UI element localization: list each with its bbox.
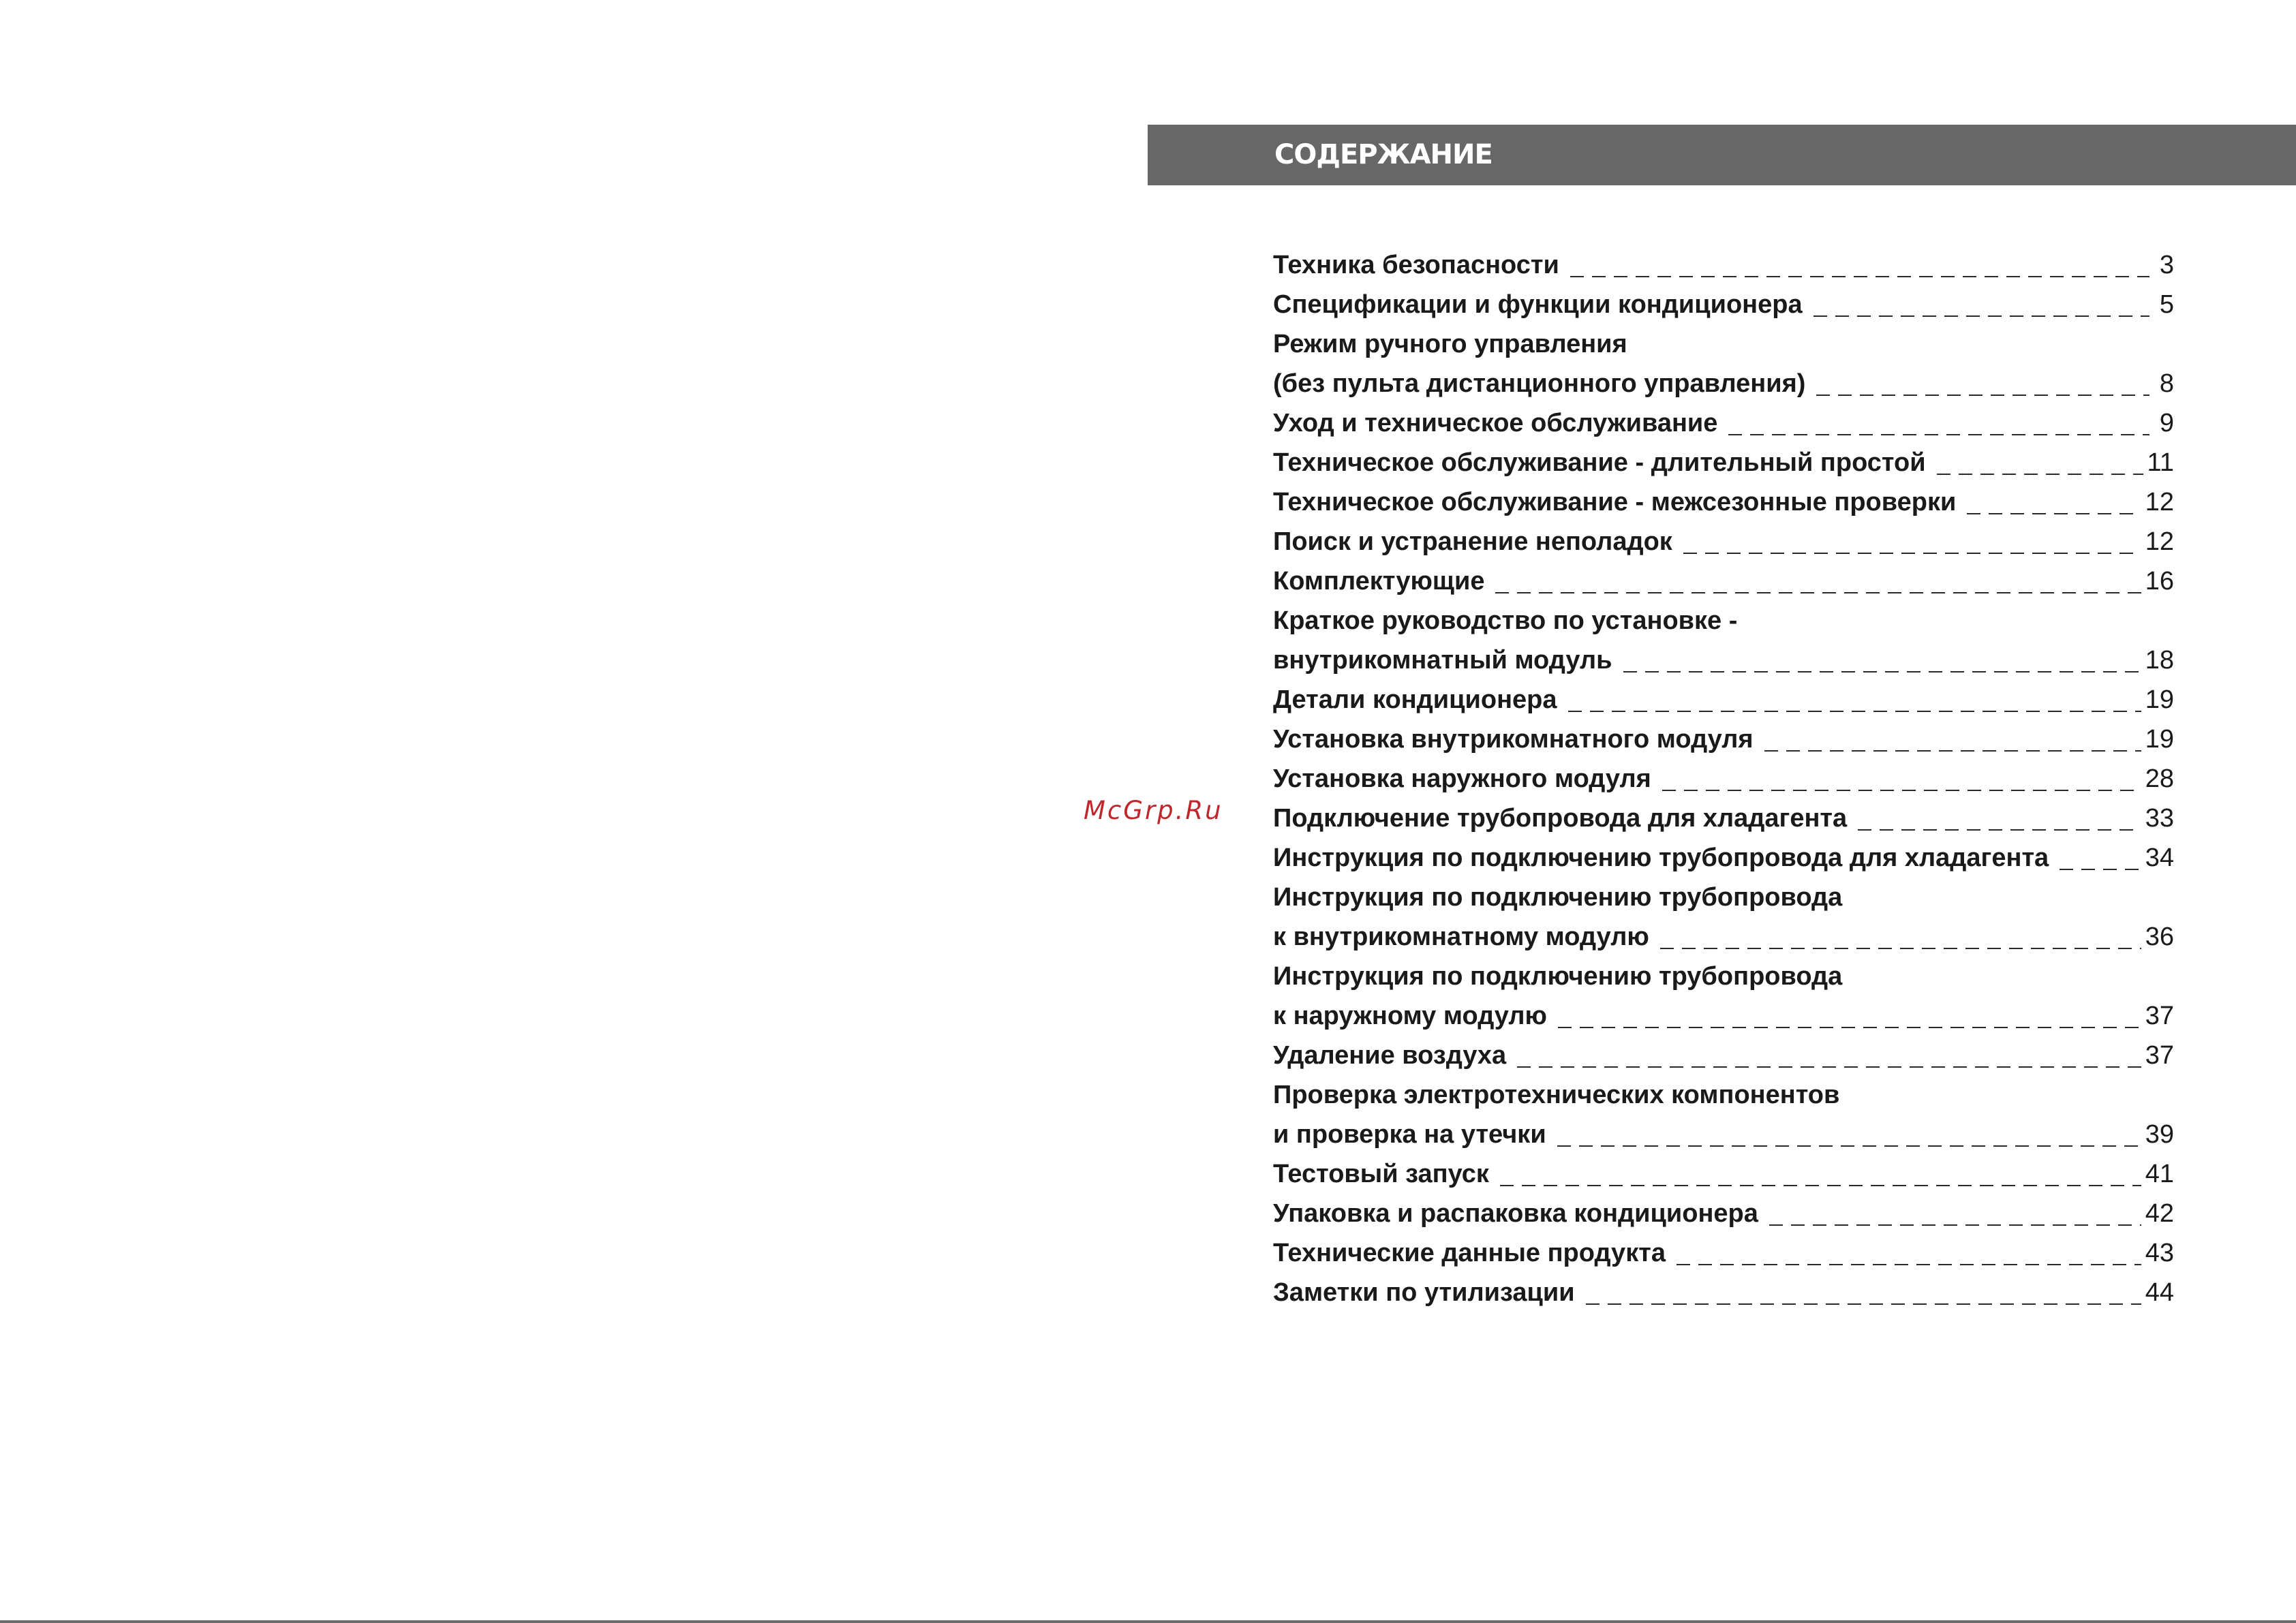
toc-entry-title: Инструкция по подключению трубопровода для хладагента — [1273, 844, 2049, 872]
toc-leader-dashes — [1816, 390, 2149, 396]
toc-entry[interactable] — [1273, 677, 2174, 716]
toc-entry[interactable] — [1273, 321, 2174, 360]
toc-entry-title: Установка наружного модуля — [1273, 764, 1651, 793]
toc-leader-dashes — [1500, 1181, 2141, 1186]
toc-page-number: 18 — [2145, 646, 2174, 675]
toc-entry[interactable] — [1273, 1190, 2174, 1230]
toc-leader-dashes — [1937, 469, 2143, 475]
toc-entry[interactable] — [1273, 835, 2174, 874]
toc-entry-title: Детали кондиционера — [1273, 685, 1557, 714]
toc-leader-dashes — [1728, 430, 2149, 435]
toc-entry[interactable] — [1273, 953, 2174, 993]
toc-entry[interactable] — [1273, 1111, 2174, 1151]
toc-entry-title: Подключение трубопровода для хладагента — [1273, 804, 1848, 833]
toc-leader-dashes — [1558, 1023, 2141, 1028]
toc-entry-title: и проверка на утечки — [1273, 1120, 1546, 1149]
contents-header-bar — [1148, 125, 2296, 185]
toc-leader-dashes — [1568, 707, 2141, 712]
toc-leader-dashes — [1813, 311, 2149, 317]
toc-page-number: 39 — [2145, 1120, 2174, 1149]
toc-entry-title: Техническое обслуживание - межсезонные проверки — [1273, 488, 1957, 516]
toc-leader-dashes — [1570, 272, 2149, 277]
toc-entry[interactable] — [1273, 439, 2174, 479]
toc-leader-dashes — [1662, 786, 2141, 791]
toc-page-number: 43 — [2145, 1239, 2174, 1267]
toc-leader-dashes — [2060, 865, 2141, 870]
toc-entry[interactable] — [1273, 716, 2174, 756]
toc-entry-title: Технические данные продукта — [1273, 1239, 1666, 1267]
toc-entry[interactable] — [1273, 519, 2174, 558]
toc-entry[interactable] — [1273, 993, 2174, 1032]
toc-leader-dashes — [1858, 825, 2141, 831]
toc-page-number: 16 — [2145, 567, 2174, 596]
watermark-text: McGrp.Ru — [1084, 796, 1223, 825]
toc-entry-title: Краткое руководство по установке - — [1273, 606, 1738, 635]
toc-entry-title: Упаковка и распаковка кондиционера — [1273, 1199, 1758, 1228]
toc-leader-dashes — [1495, 588, 2141, 593]
toc-page-number: 19 — [2145, 725, 2174, 754]
toc-leader-dashes — [1517, 1062, 2141, 1068]
toc-leader-dashes — [1769, 1220, 2141, 1226]
toc-entry-title: Тестовый запуск — [1273, 1160, 1489, 1188]
toc-entry-title: Комплектующие — [1273, 567, 1485, 596]
toc-entry-title: Спецификации и функции кондиционера — [1273, 290, 1803, 319]
toc-page-number: 8 — [2159, 369, 2174, 398]
toc-entry[interactable] — [1273, 756, 2174, 795]
toc-page-number: 37 — [2145, 1002, 2174, 1030]
toc-page-number: 12 — [2145, 488, 2174, 516]
toc-entry[interactable] — [1273, 1032, 2174, 1072]
toc-entry-title: к внутрикомнатному модулю — [1273, 923, 1649, 951]
toc-page-number: 5 — [2159, 290, 2174, 319]
toc-entry[interactable] — [1273, 281, 2174, 321]
toc-entry[interactable] — [1273, 1230, 2174, 1269]
toc-page-number: 12 — [2145, 527, 2174, 556]
toc-entry[interactable] — [1273, 1072, 2174, 1111]
toc-entry[interactable] — [1273, 1269, 2174, 1309]
toc-entry-title: Уход и техническое обслуживание — [1273, 409, 1718, 437]
toc-leader-dashes — [1967, 509, 2141, 514]
toc-entry-title: внутрикомнатный модуль — [1273, 646, 1612, 675]
toc-page-number: 36 — [2145, 923, 2174, 951]
toc-entry[interactable] — [1273, 874, 2174, 914]
toc-page-number: 33 — [2145, 804, 2174, 833]
toc-leader-dashes — [1683, 548, 2141, 554]
table-of-contents — [1273, 242, 2174, 1309]
toc-page-number: 19 — [2145, 685, 2174, 714]
toc-entry[interactable] — [1273, 479, 2174, 519]
toc-page-number: 3 — [2159, 251, 2174, 279]
toc-leader-dashes — [1586, 1299, 2141, 1305]
toc-entry[interactable] — [1273, 598, 2174, 637]
toc-entry-title: Режим ручного управления — [1273, 330, 1627, 358]
toc-entry-title: Установка внутрикомнатного модуля — [1273, 725, 1754, 754]
bottom-divider — [0, 1620, 2296, 1623]
toc-page-number: 34 — [2145, 844, 2174, 872]
toc-entry-title: Инструкция по подключению трубопровода — [1273, 883, 1843, 912]
toc-entry[interactable] — [1273, 1151, 2174, 1190]
contents-title: СОДЕРЖАНИЕ — [1274, 139, 1493, 170]
toc-page-number: 44 — [2145, 1278, 2174, 1307]
toc-page-number: 9 — [2159, 409, 2174, 437]
toc-leader-dashes — [1660, 944, 2141, 949]
toc-entry-title: Заметки по утилизации — [1273, 1278, 1575, 1307]
toc-entry-title: Проверка электротехнических компонентов — [1273, 1081, 1840, 1109]
toc-entry[interactable] — [1273, 637, 2174, 677]
toc-leader-dashes — [1677, 1260, 2141, 1265]
toc-page-number: 42 — [2145, 1199, 2174, 1228]
toc-entry-title: к наружному модулю — [1273, 1002, 1548, 1030]
toc-leader-dashes — [1557, 1141, 2141, 1147]
toc-entry[interactable] — [1273, 795, 2174, 835]
toc-entry-title: Техническое обслуживание - длительный простой — [1273, 448, 1926, 477]
toc-entry-title: (без пульта дистанционного управления) — [1273, 369, 1806, 398]
toc-entry[interactable] — [1273, 242, 2174, 281]
toc-entry-title: Инструкция по подключению трубопровода — [1273, 962, 1843, 991]
toc-entry[interactable] — [1273, 558, 2174, 598]
toc-entry-title: Поиск и устранение неполадок — [1273, 527, 1672, 556]
toc-leader-dashes — [1623, 667, 2141, 673]
toc-entry-title: Техника безопасности — [1273, 251, 1559, 279]
toc-page-number: 11 — [2147, 448, 2174, 477]
toc-page-number: 37 — [2145, 1041, 2174, 1070]
toc-entry[interactable] — [1273, 914, 2174, 953]
toc-entry[interactable] — [1273, 400, 2174, 439]
toc-page-number: 41 — [2145, 1160, 2174, 1188]
toc-entry[interactable] — [1273, 360, 2174, 400]
toc-page-number: 28 — [2145, 764, 2174, 793]
toc-leader-dashes — [1764, 746, 2141, 752]
toc-entry-title: Удаление воздуха — [1273, 1041, 1507, 1070]
